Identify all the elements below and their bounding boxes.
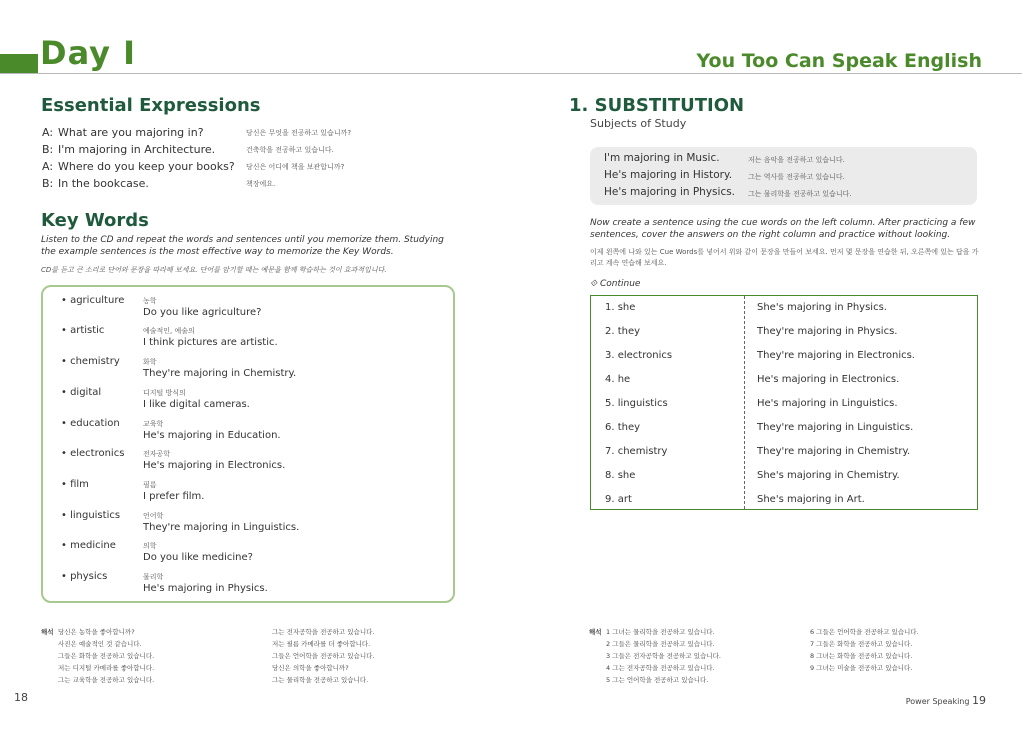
footnote-line: 6 그들은 언어학을 전공하고 있습니다.: [810, 628, 919, 636]
speaker-label: A:: [42, 126, 54, 139]
key-words-intro-korean: CD를 듣고 큰 소리로 단어와 문장을 따라해 보세요. 단어를 암기할 때는 예문을 함께 학습하는 것이 효과적입니다.: [41, 266, 387, 274]
cue-word: 4. he: [605, 374, 631, 385]
footnote-line: 5 그는 언어학을 전공하고 있습니다.: [606, 676, 709, 684]
key-word-example: He's majoring in Physics.: [143, 583, 268, 594]
key-word: • agriculture: [61, 295, 125, 306]
key-word-example: I prefer film.: [143, 491, 205, 502]
cue-answer: She's majoring in Art.: [757, 494, 865, 505]
cue-row: [591, 368, 977, 392]
example-korean: 저는 음악을 전공하고 있습니다.: [748, 156, 845, 164]
cue-word: 8. she: [605, 470, 636, 481]
essential-expressions-title: Essential Expressions: [41, 95, 261, 116]
footnote-label-left: [41, 626, 54, 638]
example-sentence: He's majoring in History.: [604, 169, 733, 181]
expression-line: [42, 141, 402, 158]
key-word: • film: [61, 479, 89, 490]
continue-label: [590, 279, 640, 289]
day-title: Day I: [40, 34, 137, 72]
footnote-line: 그들은 언어학을 전공하고 있습니다.: [272, 652, 375, 660]
footnote-label-right: [589, 626, 602, 638]
substitution-example-box: [590, 147, 977, 205]
expression-korean: 건축학을 전공하고 있습니다.: [246, 145, 334, 154]
right-page-number: 19: [972, 694, 986, 707]
key-word-korean: 의학: [143, 542, 157, 550]
key-word-korean: 농학: [143, 297, 157, 305]
book-series-label: Power Speaking: [905, 697, 970, 706]
expression-korean: 책장에요.: [246, 179, 276, 188]
cue-word: 5. linguistics: [605, 398, 668, 409]
key-word-example: I like digital cameras.: [143, 399, 250, 410]
key-word-item: [61, 479, 441, 509]
cue-row: [591, 440, 977, 464]
footnote-line: 당신은 의학을 좋아합니까?: [272, 664, 349, 672]
footnote-line: 2 그들은 물리학을 전공하고 있습니다.: [606, 640, 715, 648]
expression-line: [42, 175, 402, 192]
speaker-label: B:: [42, 177, 54, 190]
key-words-intro: Listen to the CD and repeat the words and sentences until you memorize them. Studying the example sentences is the most effective way to memorize the Key Words.: [41, 235, 444, 257]
footnote-line: 그는 전자공학을 전공하고 있습니다.: [272, 628, 375, 636]
footnote-label: 해석: [589, 628, 602, 636]
key-word: • chemistry: [61, 356, 120, 367]
expression-english: I'm majoring in Architecture.: [58, 143, 216, 156]
footnote-line: 그는 물리학을 전공하고 있습니다.: [272, 676, 369, 684]
speaker-label: A:: [42, 160, 54, 173]
key-word-korean: 예술적인, 예술의: [143, 327, 195, 335]
key-words-box: [41, 285, 455, 603]
substitution-instruction-korean: 이제 왼쪽에 나와 있는 Cue Words를 넣어서 위와 같이 문장을 만들어 보세요. 먼저 몇 문장을 연습한 뒤, 오른쪽에 있는 답을 가리고 계속 연습해 보세요.: [590, 248, 979, 267]
key-word-item: [61, 295, 441, 325]
expression-english: Where do you keep your books?: [58, 160, 235, 173]
key-word-korean: 교육학: [143, 420, 164, 428]
key-word: • artistic: [61, 325, 105, 336]
key-word-example: They're majoring in Linguistics.: [143, 522, 300, 533]
key-word-example: I think pictures are artistic.: [143, 337, 278, 348]
header-accent-bar: [0, 54, 38, 74]
footnote-line: 그는 교육학을 전공하고 있습니다.: [58, 676, 155, 684]
cue-answer: They're majoring in Linguistics.: [757, 422, 914, 433]
key-word-item: [61, 325, 441, 355]
header-divider: [0, 73, 1022, 74]
continue-text: Continue: [599, 279, 641, 289]
footnote-line: 1 그녀는 물리학을 전공하고 있습니다.: [606, 628, 715, 636]
key-word-korean: 전자공학: [143, 450, 171, 458]
expression-korean: 당신은 어디에 책을 보관합니까?: [246, 162, 345, 171]
cue-row: [591, 464, 977, 488]
key-word: • education: [61, 418, 120, 429]
key-words-title: Key Words: [41, 210, 149, 231]
cue-word: 9. art: [605, 494, 632, 505]
key-word: • electronics: [61, 448, 125, 459]
cue-row: [591, 344, 977, 368]
footer-right: [906, 694, 986, 707]
key-word-item: [61, 448, 441, 478]
footnote-line: 4 그는 전자공학을 전공하고 있습니다.: [606, 664, 715, 672]
key-word-item: [61, 356, 441, 386]
substitution-subtitle: Subjects of Study: [590, 117, 687, 130]
cue-row: [591, 488, 977, 512]
expression-korean: 당신은 무엇을 전공하고 있습니까?: [246, 128, 352, 137]
cue-answer: They're majoring in Chemistry.: [757, 446, 911, 457]
key-word-example: He's majoring in Education.: [143, 430, 281, 441]
footnote-left-col2: [272, 626, 374, 686]
key-word-item: [61, 571, 441, 601]
key-word-korean: 디지털 방식의: [143, 389, 186, 397]
cue-word: 1. she: [605, 302, 636, 313]
footnote-line: 저는 디지털 카메라를 좋아합니다.: [58, 664, 155, 672]
example-sentence: I'm majoring in Music.: [604, 152, 720, 164]
footnote-line: 그들은 화학을 전공하고 있습니다.: [58, 652, 155, 660]
footnote-line: 8 그녀는 화학을 전공하고 있습니다.: [810, 652, 913, 660]
cue-word: 6. they: [605, 422, 641, 433]
key-word-korean: 언어학: [143, 512, 164, 520]
substitution-instruction: Now create a sentence using the cue words on the left column. After practicing a few sentences, cover the answers on the right column and practice without looking.: [590, 218, 976, 240]
cue-answer: He's majoring in Electronics.: [757, 374, 900, 385]
footnote-line: 7 그들은 화학을 전공하고 있습니다.: [810, 640, 913, 648]
footnote-line: 9 그녀는 미술을 전공하고 있습니다.: [810, 664, 913, 672]
cue-answer: She's majoring in Physics.: [757, 302, 887, 313]
expression-english: What are you majoring in?: [58, 126, 204, 139]
footnote-right-col2: [810, 626, 919, 674]
key-word-item: [61, 418, 441, 448]
example-korean: 그는 물리학을 전공하고 있습니다.: [748, 190, 852, 198]
cue-answer: She's majoring in Chemistry.: [757, 470, 900, 481]
cue-word: 2. they: [605, 326, 641, 337]
footnote-line: 3 그들은 전자공학을 전공하고 있습니다.: [606, 652, 721, 660]
cue-answer: He's majoring in Linguistics.: [757, 398, 898, 409]
footnote-line: 당신은 농학을 좋아합니까?: [58, 628, 135, 636]
cue-row: [591, 416, 977, 440]
key-word-example: Do you like agriculture?: [143, 307, 262, 318]
cue-answer: They're majoring in Electronics.: [757, 350, 915, 361]
cue-word: 7. chemistry: [605, 446, 668, 457]
substitution-title: 1. SUBSTITUTION: [569, 95, 745, 116]
key-word-item: [61, 510, 441, 540]
key-word-example: They're majoring in Chemistry.: [143, 368, 297, 379]
key-word-example: He's majoring in Electronics.: [143, 460, 286, 471]
footnote-line: 저는 필름 카메라를 더 좋아합니다.: [272, 640, 371, 648]
speaker-label: B:: [42, 143, 54, 156]
left-page-number: 18: [14, 691, 28, 704]
expression-line: [42, 124, 402, 141]
expression-english: In the bookcase.: [58, 177, 149, 190]
cue-answer: They're majoring in Physics.: [757, 326, 898, 337]
cue-word: 3. electronics: [605, 350, 673, 361]
key-word-korean: 필름: [143, 481, 157, 489]
example-korean: 그는 역사를 전공하고 있습니다.: [748, 173, 845, 181]
essential-expressions-list: [42, 124, 402, 192]
cue-row: [591, 296, 977, 320]
key-word: • medicine: [61, 540, 116, 551]
footnote-left-col1: [58, 626, 154, 686]
cue-table: [590, 295, 978, 510]
key-word-korean: 물리학: [143, 573, 164, 581]
book-title: You Too Can Speak English: [696, 50, 982, 72]
footnote-right-col1: [606, 626, 721, 686]
key-word-item: [61, 540, 441, 570]
key-word-item: [61, 387, 441, 417]
continue-arrow-icon: ⟐: [590, 279, 598, 289]
expression-line: [42, 158, 402, 175]
cue-row: [591, 320, 977, 344]
key-word: • linguistics: [61, 510, 121, 521]
footnote-line: 사진은 예술적인 것 같습니다.: [58, 640, 142, 648]
footnote-label: 해석: [41, 628, 54, 636]
key-word: • physics: [61, 571, 108, 582]
key-word-example: Do you like medicine?: [143, 552, 253, 563]
key-word: • digital: [61, 387, 102, 398]
key-word-korean: 화학: [143, 358, 157, 366]
cue-row: [591, 392, 977, 416]
example-sentence: He's majoring in Physics.: [604, 186, 736, 198]
